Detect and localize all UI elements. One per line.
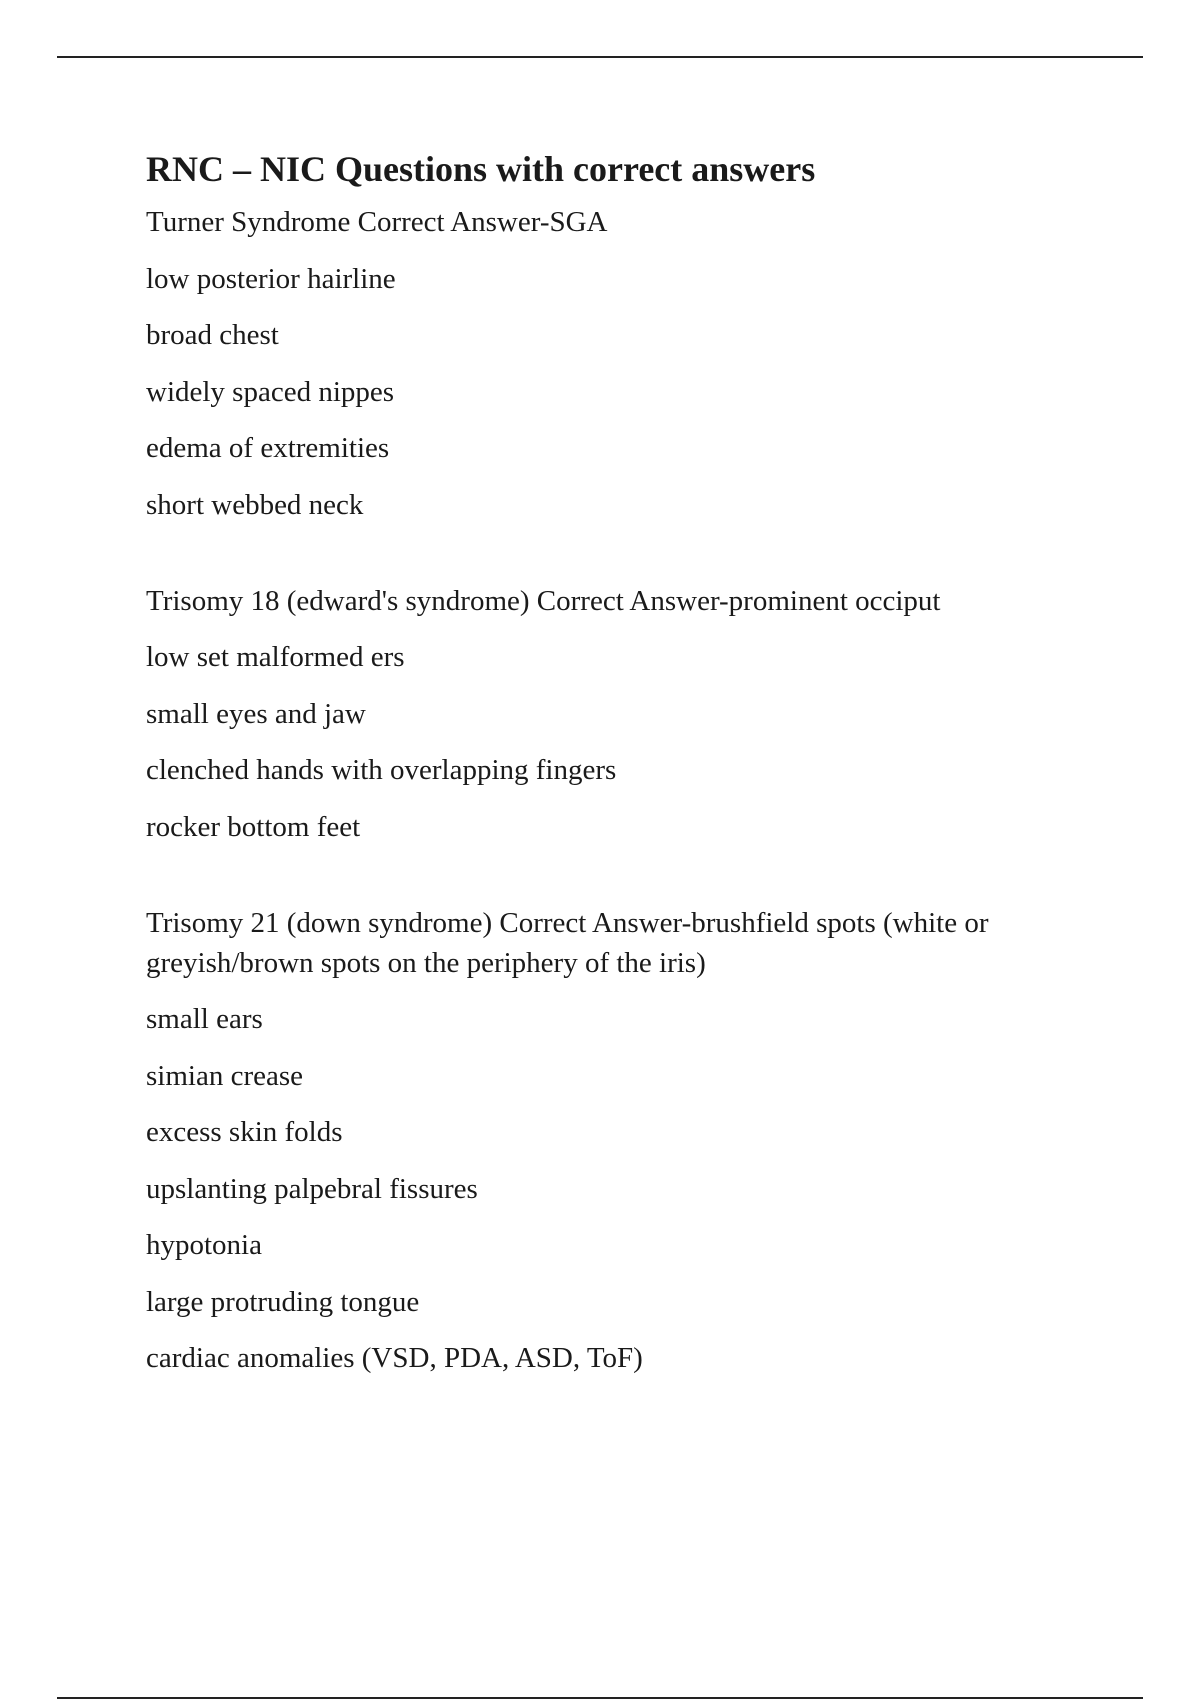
answer-item: large protruding tongue xyxy=(146,1285,420,1318)
answer-item: rocker bottom feet xyxy=(146,810,361,843)
answer-item: excess skin folds xyxy=(146,1116,343,1148)
question-answer: Trisomy 21 (down syndrome) Correct Answer-brushfield spots (white or greyish/brown spots on the periphery of the iris) xyxy=(146,906,989,979)
answer-item: small ears xyxy=(146,1003,263,1035)
question-answer: Turner Syndrome Correct Answer-SGA xyxy=(146,206,608,238)
answer-item: upslanting palpebral fissures xyxy=(146,1172,478,1205)
question-answer: Trisomy 18 (edward's syndrome) Correct Answer-prominent occiput xyxy=(146,584,941,617)
answer-item: short webbed neck xyxy=(146,488,364,521)
section-turner-syndrome xyxy=(146,202,1106,525)
answer-item: simian crease xyxy=(146,1059,304,1092)
section-trisomy-18 xyxy=(146,581,1106,847)
answer-item: small eyes and jaw xyxy=(146,697,366,730)
footer-rule xyxy=(57,1697,1143,1699)
answer-item: broad chest xyxy=(146,319,279,351)
answer-item: cardiac anomalies (VSD, PDA, ASD, ToF) xyxy=(146,1342,643,1374)
answer-item: clenched hands with overlapping fingers xyxy=(146,754,617,786)
section-trisomy-21 xyxy=(146,903,1106,1379)
answer-item: widely spaced nippes xyxy=(146,375,395,408)
header-rule xyxy=(57,56,1143,58)
answer-item: hypotonia xyxy=(146,1229,262,1261)
answer-item: edema of extremities xyxy=(146,432,390,464)
document-body xyxy=(146,145,1106,1434)
answer-item: low posterior hairline xyxy=(146,262,396,295)
answer-item: low set malformed ers xyxy=(146,641,405,673)
document-title: RNC – NIC Questions with correct answers xyxy=(146,149,816,189)
